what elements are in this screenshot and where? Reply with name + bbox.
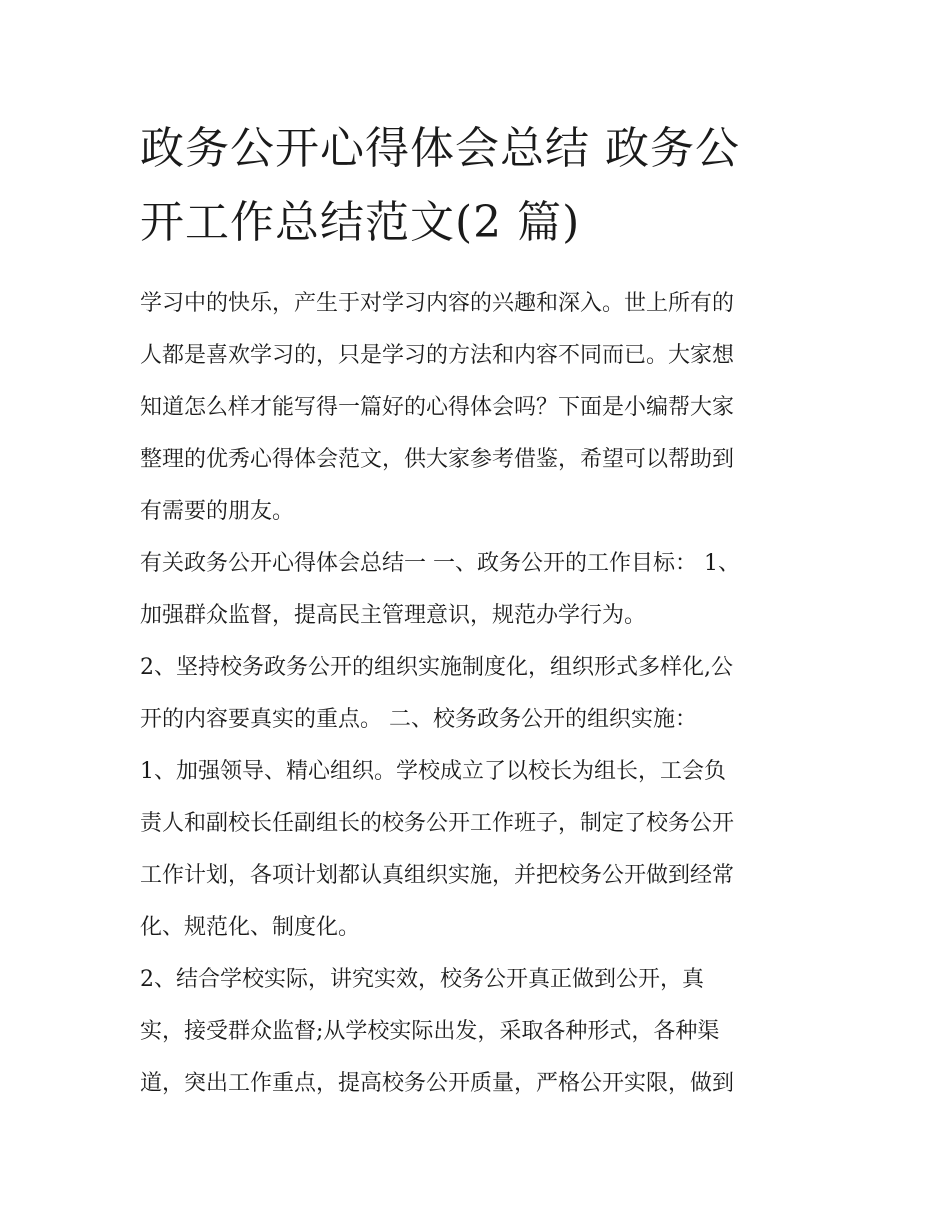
paragraph-section-one [140, 538, 812, 642]
text-line: 学习中的快乐，产生于对学习内容的兴趣和深入。世上所有的 [140, 291, 735, 316]
paragraph-item-2 [140, 642, 812, 746]
document-title [140, 112, 812, 260]
text-line: 人都是喜欢学习的，只是学习的方法和内容不同而已。大家想 [140, 343, 735, 368]
text-line: 1、加强领导、精心组织。学校成立了以校长为组长，工会负 [140, 759, 726, 784]
text-line: 知道怎么样才能写得一篇好的心得体会吗？下面是小编帮大家 [140, 395, 735, 420]
text-line: 有关政务公开心得体会总结一 一、政务公开的工作目标： 1、 [140, 551, 740, 576]
document-content [140, 112, 812, 1110]
text-line: 整理的优秀心得体会范文，供大家参考借鉴，希望可以帮助到 [140, 447, 735, 472]
text-line: 开的内容要真实的重点。 二、校务政务公开的组织实施： [140, 707, 697, 732]
text-line: 化、规范化、制度化。 [140, 915, 361, 940]
paragraph-implementation-1 [140, 746, 812, 954]
text-line: 道，突出工作重点，提高校务公开质量，严格公开实限，做到 [140, 1071, 735, 1096]
paragraph-intro [140, 278, 812, 538]
text-line: 有需要的朋友。 [140, 499, 295, 524]
title-line: 开工作总结范文(2 篇) [140, 197, 581, 248]
text-line: 实，接受群众监督;从学校实际出发，采取各种形式，各种渠 [140, 1019, 720, 1044]
paragraph-implementation-2 [140, 954, 812, 1110]
document-body [140, 278, 812, 1110]
text-line: 工作计划，各项计划都认真组织实施，并把校务公开做到经常 [140, 863, 735, 888]
title-line: 政务公开心得体会总结 政务公 [140, 123, 740, 174]
text-line: 责人和副校长任副组长的校务公开工作班子，制定了校务公开 [140, 811, 735, 836]
text-line: 2、结合学校实际，讲究实效，校务公开真正做到公开，真 [140, 967, 704, 992]
text-line: 2、坚持校务政务公开的组织实施制度化，组织形式多样化,公 [140, 655, 733, 680]
text-line: 加强群众监督，提高民主管理意识，规范办学行为。 [140, 603, 647, 628]
